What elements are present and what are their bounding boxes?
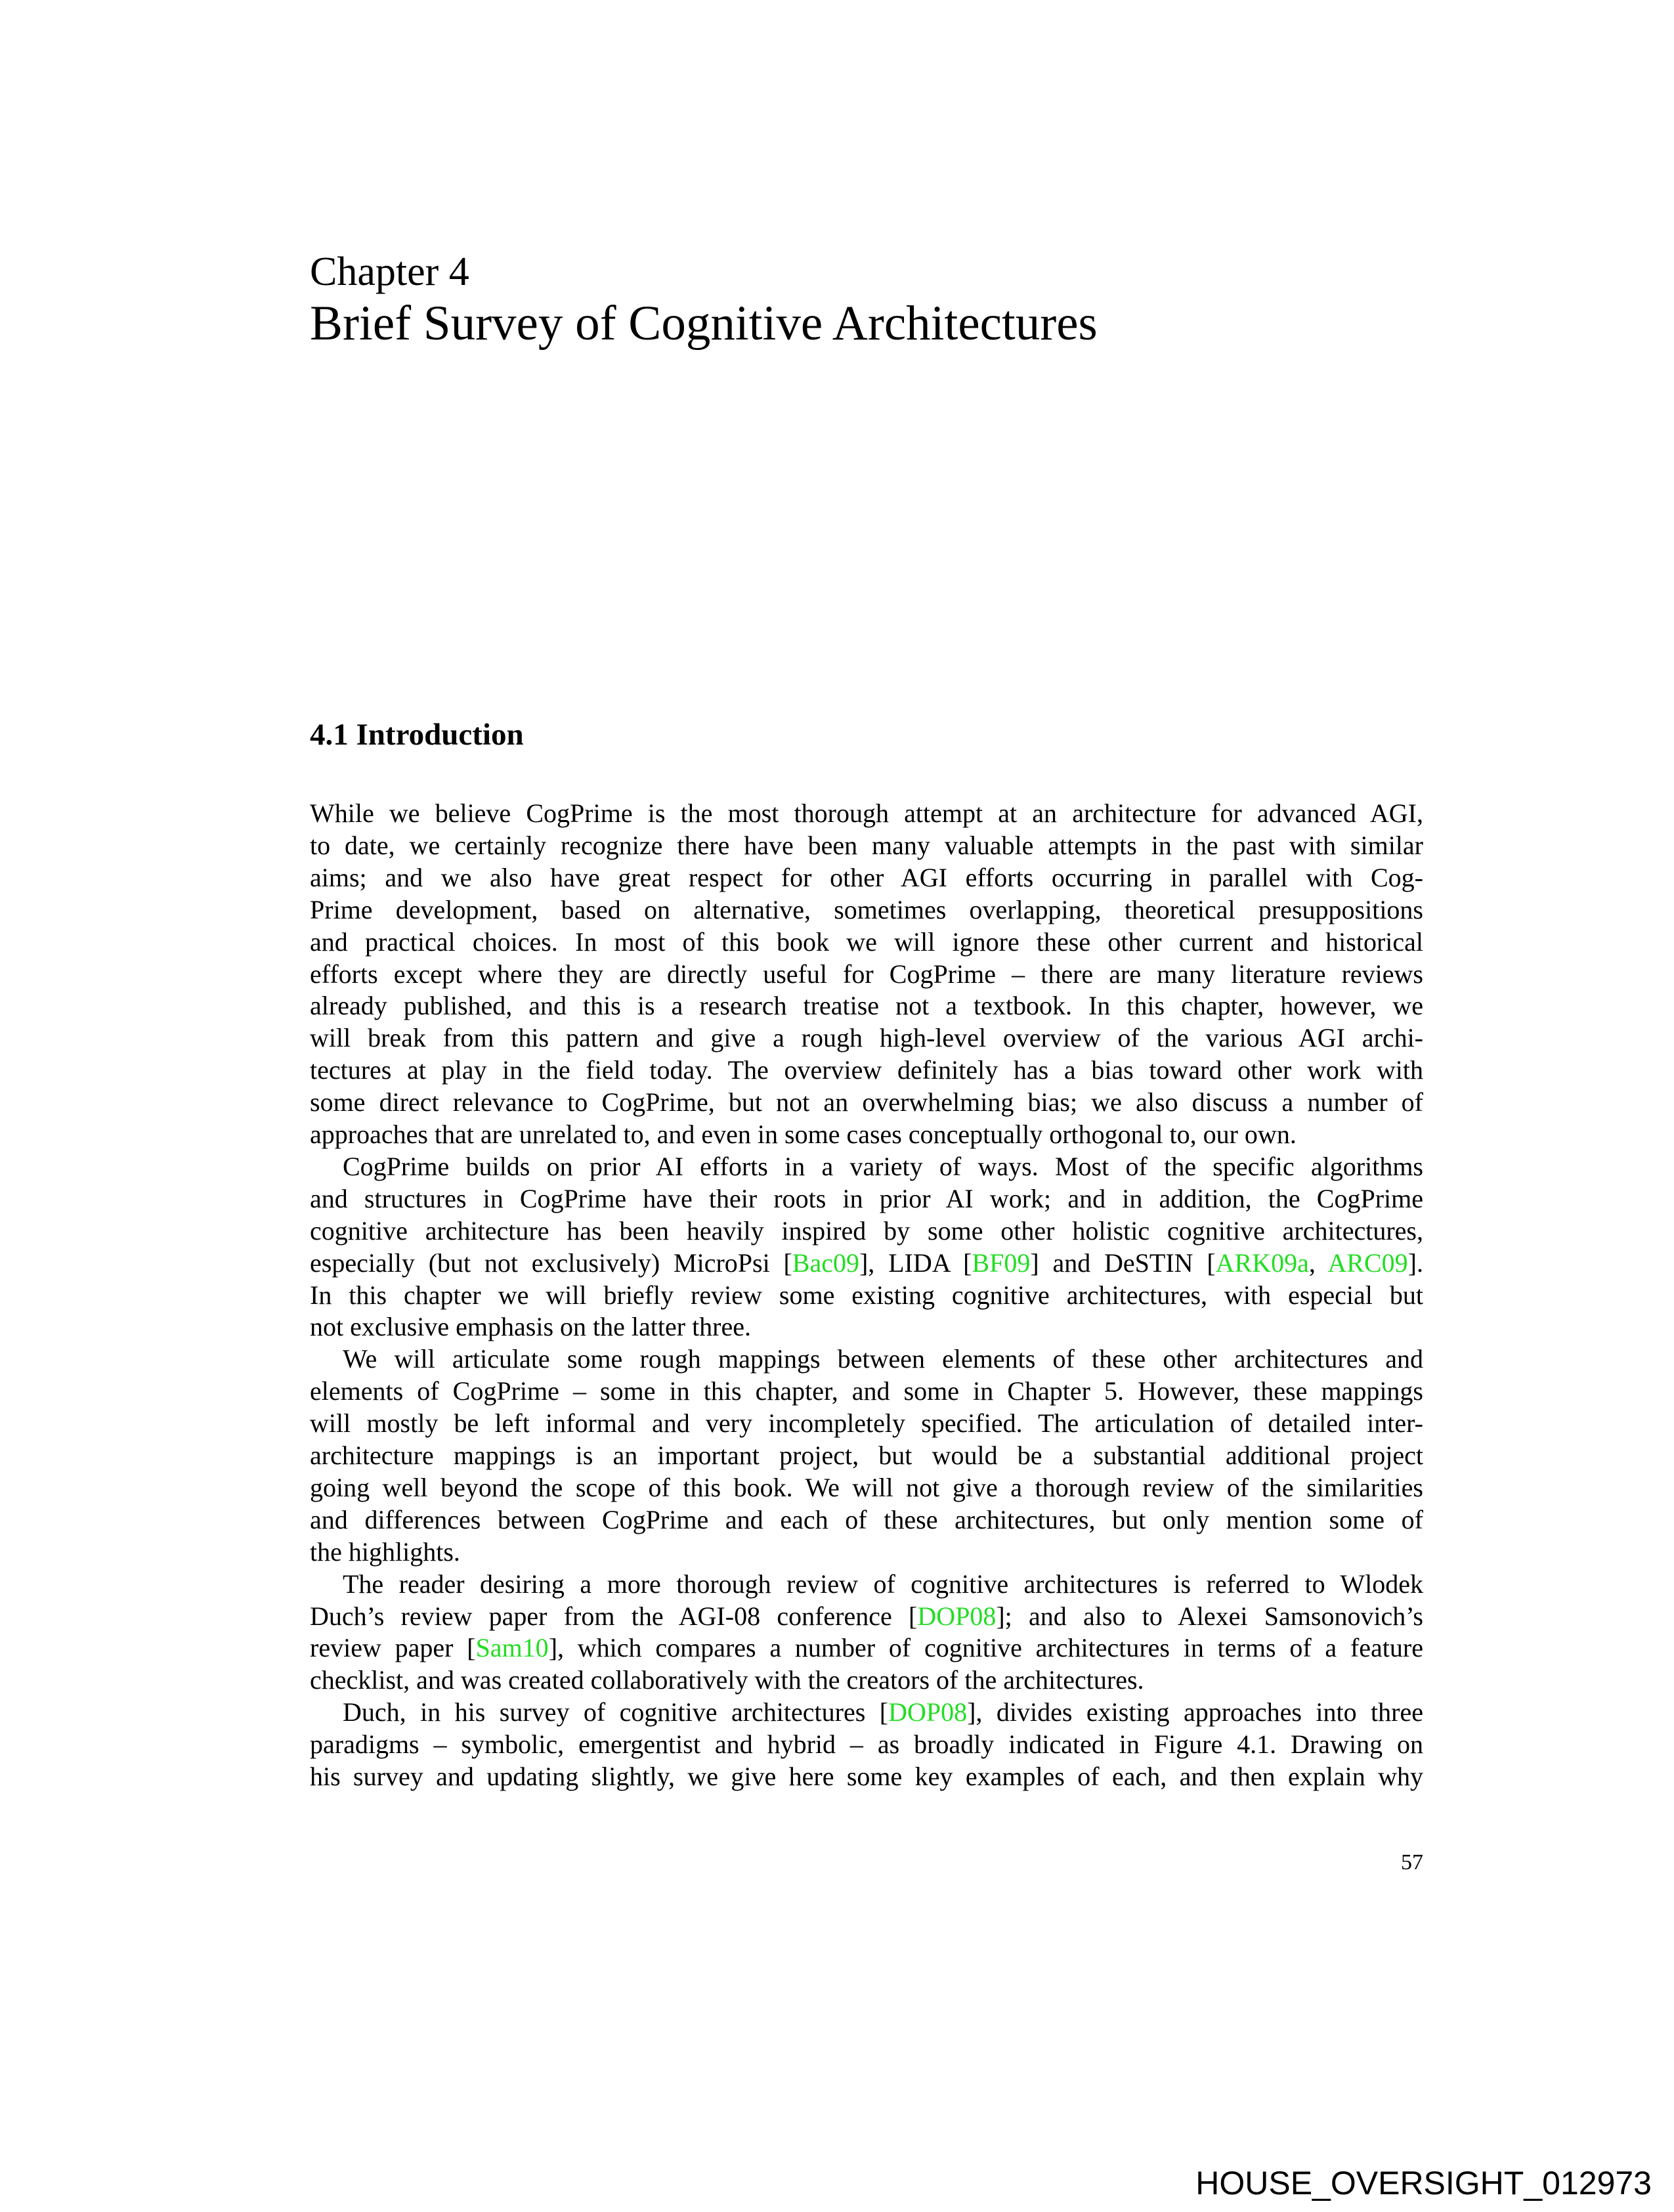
citation-link[interactable]: BF09 xyxy=(972,1247,1031,1278)
page-number: 57 xyxy=(1401,1850,1423,1875)
text-run: ], which compares a number of cognitive architectures in terms of a feature xyxy=(548,1633,1423,1663)
text-line xyxy=(310,1150,1423,1182)
text-run: ]; and also to Alexei Samsonovich’s xyxy=(996,1601,1423,1631)
text-run: ], divides existing approaches into three xyxy=(967,1697,1423,1727)
text-run: review paper [ xyxy=(310,1633,476,1663)
text-run: checklist, and was created collaboratively with the creators of the architectures. xyxy=(310,1665,1144,1695)
text-line xyxy=(310,1696,1423,1728)
text-line xyxy=(310,894,1423,926)
chapter-label: Chapter 4 xyxy=(310,249,469,294)
text-line xyxy=(310,1471,1423,1504)
text-run: paradigms – symbolic, emergentist and hybrid – as broadly indicated in Figure 4.1. Drawing on xyxy=(310,1729,1423,1760)
text-run: tectures at play in the field today. The overview definitely has a bias toward other work with xyxy=(310,1055,1423,1085)
text-line xyxy=(310,1760,1423,1792)
text-run: Duch, in his survey of cognitive architectures [ xyxy=(343,1697,889,1727)
text-run: already published, and this is a research treatise not a textbook. In this chapter, however, we xyxy=(310,991,1423,1021)
text-line xyxy=(310,1086,1423,1118)
text-run: especially (but not exclusively) MicroPsi [ xyxy=(310,1247,792,1278)
citation-link[interactable]: DOP08 xyxy=(888,1697,968,1727)
text-run: ] and DeSTIN [ xyxy=(1030,1247,1216,1278)
text-run: aims; and we also have great respect for other AGI efforts occurring in parallel with Cog- xyxy=(310,862,1423,892)
text-line xyxy=(310,1504,1423,1536)
text-run: architecture mappings is an important project, but would be a substantial additional project xyxy=(310,1441,1423,1470)
text-run: the highlights. xyxy=(310,1536,460,1567)
text-line xyxy=(310,829,1423,861)
section-heading: 4.1 Introduction xyxy=(310,718,524,752)
text-line xyxy=(310,989,1423,1022)
text-run: his survey and updating slightly, we give here some key examples of each, and then explain why xyxy=(310,1762,1423,1791)
text-run: , xyxy=(1308,1247,1328,1278)
text-line xyxy=(310,1728,1423,1760)
text-line xyxy=(310,1407,1423,1439)
text-run: will mostly be left informal and very incompletely specified. The articulation of detailed inter- xyxy=(310,1408,1423,1439)
text-run: and practical choices. In most of this book we will ignore these other current and historical xyxy=(310,926,1423,957)
text-line xyxy=(310,1664,1423,1696)
text-line xyxy=(310,1182,1423,1215)
text-run: and structures in CogPrime have their roots in prior AI work; and in addition, the CogPrime xyxy=(310,1183,1423,1213)
text-line xyxy=(310,1536,1423,1568)
text-run: We will articulate some rough mappings between elements of these other architectures and xyxy=(343,1344,1423,1374)
citation-link[interactable]: DOP08 xyxy=(917,1601,997,1631)
citation-link[interactable]: Bac09 xyxy=(792,1247,859,1278)
text-run: ], LIDA [ xyxy=(859,1247,972,1278)
text-line xyxy=(310,1311,1423,1343)
text-run: Duch’s review paper from the AGI-08 conference [ xyxy=(310,1601,918,1631)
text-run: While we believe CogPrime is the most thorough attempt at an architecture for advanced AGI, xyxy=(310,798,1423,828)
text-line xyxy=(310,1022,1423,1054)
text-line xyxy=(310,861,1423,894)
chapter-title: Brief Survey of Cognitive Architectures xyxy=(310,296,1098,351)
text-run: Prime development, based on alternative, sometimes overlapping, theoretical presuppositions xyxy=(310,894,1423,924)
text-run: In this chapter we will briefly review some existing cognitive architectures, with especial but xyxy=(310,1280,1423,1310)
text-line xyxy=(310,1375,1423,1407)
text-line xyxy=(310,1247,1423,1279)
text-run: to date, we certainly recognize there have been many valuable attempts in the past with similar xyxy=(310,830,1423,860)
text-line xyxy=(310,1215,1423,1247)
text-run: approaches that are unrelated to, and even in some cases conceptually orthogonal to, our own. xyxy=(310,1119,1297,1149)
citation-link[interactable]: ARC09 xyxy=(1327,1247,1408,1278)
citation-link[interactable]: ARK09a xyxy=(1215,1247,1309,1278)
text-run: CogPrime builds on prior AI efforts in a variety of ways. Most of the specific algorithms xyxy=(343,1151,1423,1181)
text-line xyxy=(310,1279,1423,1311)
text-run: cognitive architecture has been heavily inspired by some other holistic cognitive architectures, xyxy=(310,1215,1423,1246)
citation-link[interactable]: Sam10 xyxy=(475,1633,549,1663)
text-run: elements of CogPrime – some in this chapter, and some in Chapter 5. However, these mappings xyxy=(310,1376,1423,1406)
text-run: going well beyond the scope of this book. We will not give a thorough review of the similarities xyxy=(310,1472,1423,1502)
text-line xyxy=(310,1343,1423,1375)
text-line xyxy=(310,1568,1423,1600)
text-line xyxy=(310,797,1423,829)
text-run: The reader desiring a more thorough review of cognitive architectures is referred to Wlodek xyxy=(343,1569,1423,1599)
text-run: some direct relevance to CogPrime, but not an overwhelming bias; we also discuss a number of xyxy=(310,1087,1423,1117)
text-line xyxy=(310,1600,1423,1632)
text-line xyxy=(310,1439,1423,1471)
text-run: and differences between CogPrime and each of these architectures, but only mention some of xyxy=(310,1504,1423,1534)
text-run: not exclusive emphasis on the latter three. xyxy=(310,1312,752,1342)
text-line xyxy=(310,926,1423,958)
text-line xyxy=(310,958,1423,990)
bates-stamp: HOUSE_OVERSIGHT_012973 xyxy=(1195,2165,1652,2201)
text-run: will break from this pattern and give a rough high-level overview of the various AGI archi- xyxy=(310,1023,1423,1053)
text-line xyxy=(310,1118,1423,1150)
text-run: efforts except where they are directly useful for CogPrime – there are many literature reviews xyxy=(310,959,1423,989)
text-line xyxy=(310,1632,1423,1664)
text-run: ]. xyxy=(1407,1247,1423,1278)
text-line xyxy=(310,1054,1423,1086)
